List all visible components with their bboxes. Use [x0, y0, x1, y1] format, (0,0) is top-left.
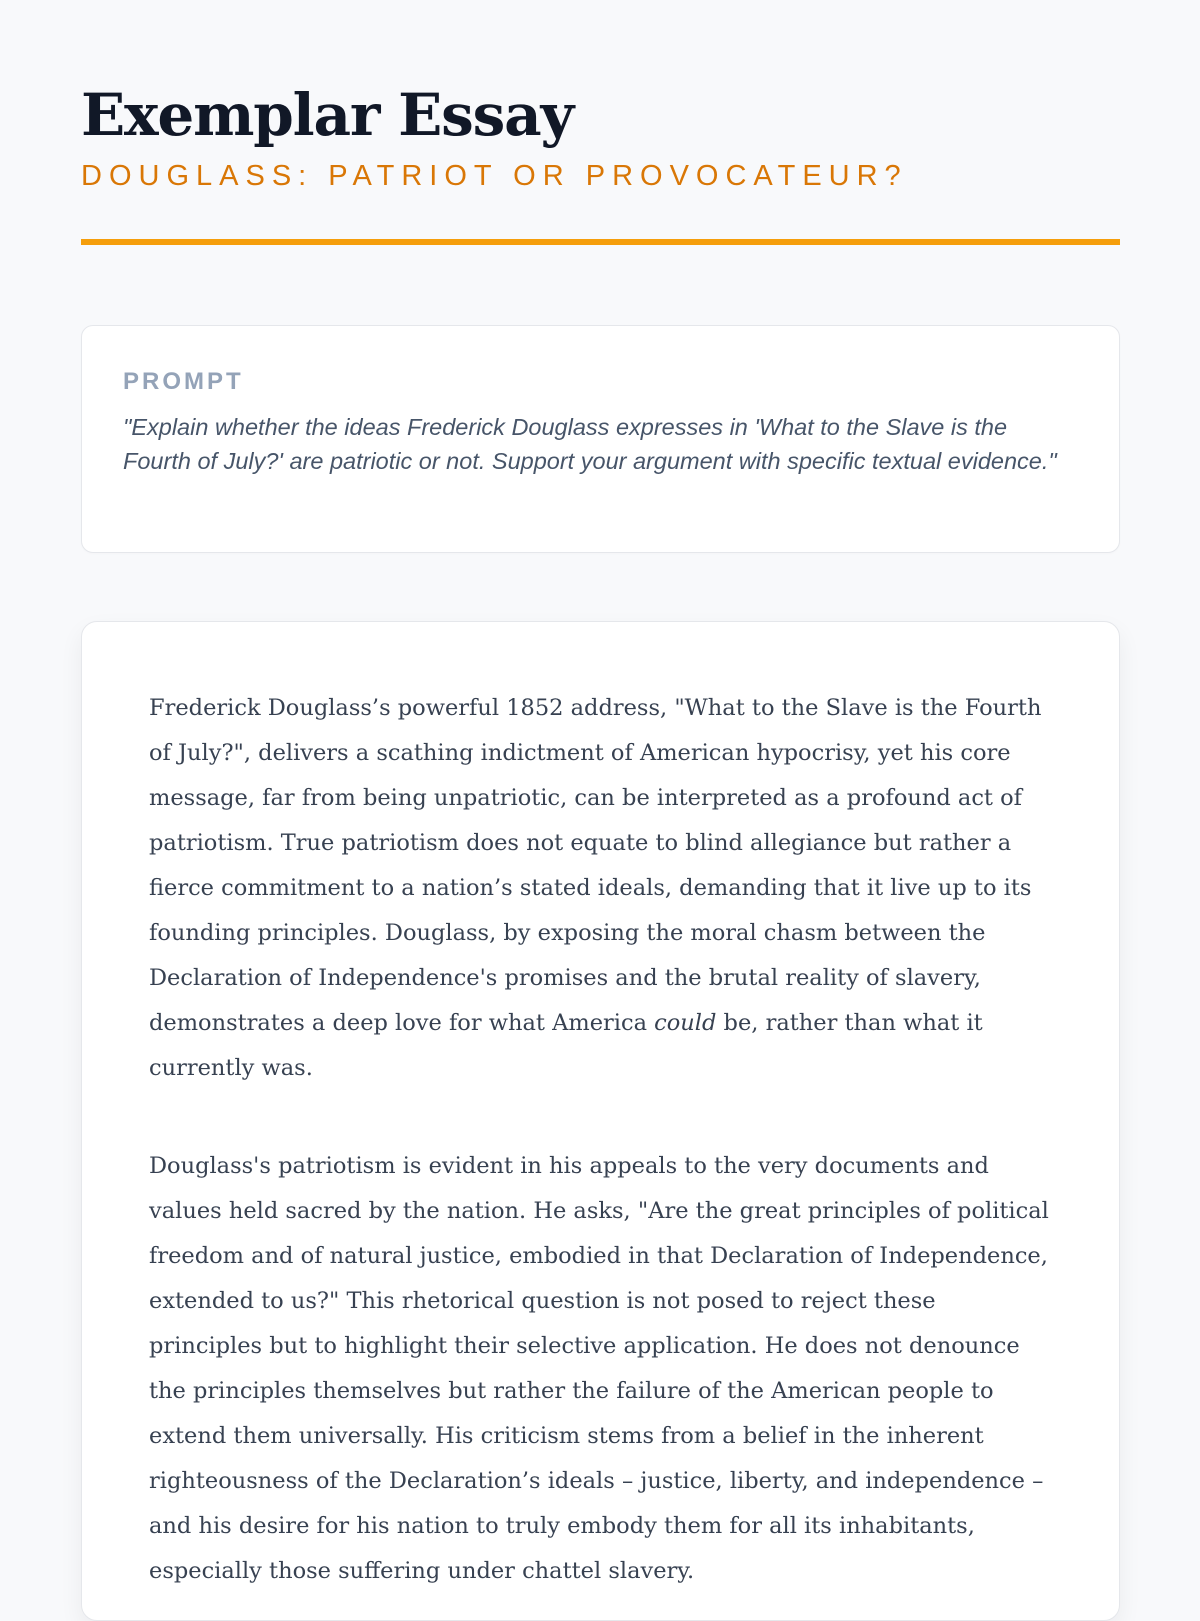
essay-header — [81, 0, 1120, 245]
essay-subtitle: DOUGLASS: PATRIOT OR PROVOCATEUR? — [81, 160, 908, 192]
prompt-text: "Explain whether the ideas Frederick Douglass expresses in 'What to the Slave is the Fourth of July?' are patriotic or not. Support your argument with specific textual evidence." — [123, 414, 1057, 474]
prompt-card — [81, 325, 1120, 553]
essay-paragraph-2: Douglass's patriotism is evident in his appeals to the very documents and values held sacred by the nation. He asks, "Are the great principles of political freedom and of natural justice, embodied in that Declaration of Independence, extended to us?" This rhetorical question is not posed to reject these principles but to highlight their selective application. He does not denounce the principles themselves but rather the failure of the American people to extend them universally. His criticism stems from a belief in the inherent righteousness of the Declaration’s ideals – justice, liberty, and independence – and his desire for his nation to truly embody them for all its inhabitants, especially those suffering under chattel slavery. — [149, 1153, 1049, 1584]
page-title: Exemplar Essay — [81, 81, 573, 149]
essay-card — [81, 621, 1120, 1621]
accent-divider — [81, 239, 1120, 245]
essay-paragraph-1-text-start: Frederick Douglass’s powerful 1852 address, "What to the Slave is the Fourth of July?", delivers a scathing indictment of American hypocrisy, yet his core message, far from being unpatriotic, can be interpreted as a profound act of patriotism. True patriotism does not equate to blind allegiance but rather a fierce commitment to a nation’s stated ideals, demanding that it live up to its founding principles. Douglass, by exposing the moral chasm between the Declaration of Independence's promises and the brutal reality of slavery, demonstrates a deep love for what America — [149, 695, 1042, 1036]
page — [81, 0, 1120, 1621]
essay-paragraph-1-emphasis: could — [654, 1010, 717, 1036]
essay-paragraph-1 — [149, 686, 1053, 1091]
essay-paragraph-1-text-end: be, rather than what it currently was. — [149, 1010, 983, 1081]
prompt-label: PROMPT — [123, 368, 244, 395]
